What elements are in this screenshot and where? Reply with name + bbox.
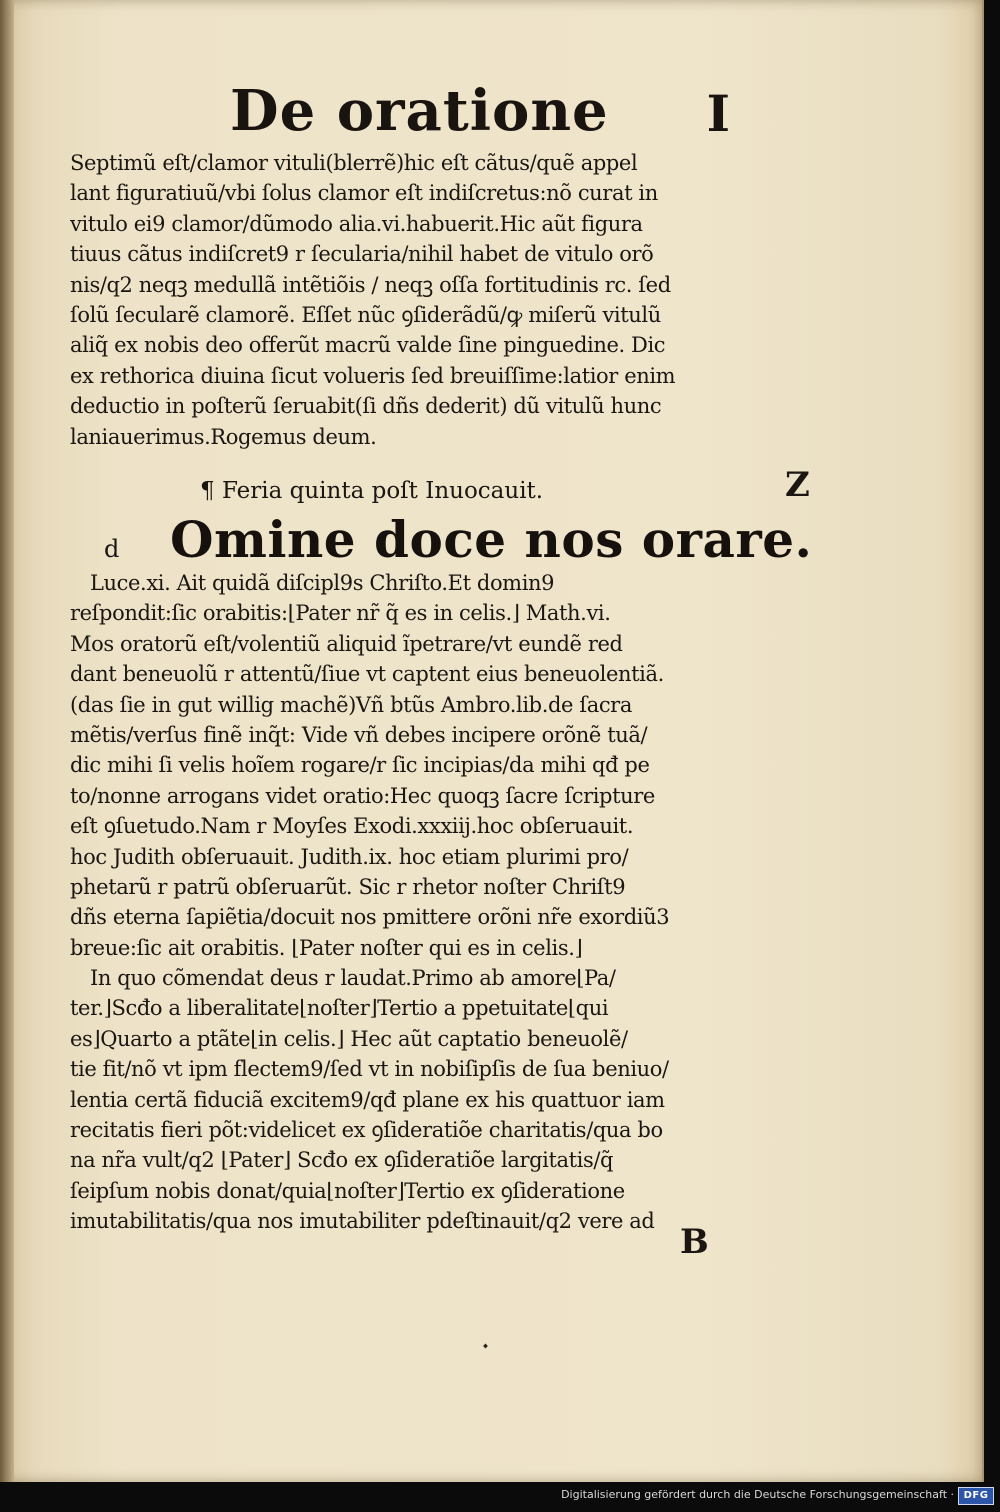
funding-credit: Digitalisierung gefördert durch die Deutsche Forschungsgemeinschaft · [561,1488,954,1501]
text-line: dic mihi ſi velis hoĩem rogare/r ſic incipias/da mihi qđ pe [70,753,650,778]
running-header [230,78,730,156]
text-block-2 [70,568,760,1237]
text-line: reſpondit:ſic orabitis:⌊Pater nr̃ q̃ es in celis.⌋ Math.vi. [70,601,611,626]
text-line: deductio in poſterũ ſeruabit(ſi dñs dederit) dũ vitulũ hunc [70,394,662,419]
footer-bar [0,1482,1000,1512]
text-block-1 [70,148,760,452]
text-line: ſeipſum nobis donat/quia⌊noſter⌋Tertio ex ꝯſideratione [70,1178,625,1203]
text-line: ter.⌋Scđo a liberalitate⌊noſter⌋Tertio a ppetuitate⌊qui [70,996,609,1021]
text-line: aliq̃ ex nobis deo offerũt macrũ valde ſine pinguedine. Dic [70,333,666,358]
text-line: tie fit/nõ vt ipm flectem9/ſed vt in nobiſipſis de ſua beniuo/ [70,1057,669,1082]
dfg-logo-icon: DFG [958,1487,994,1505]
text-line: to/nonne arrogans videt oratio:Hec quoqꝫ ſacre ſcripture [70,783,655,808]
text-line: ex rethorica diuina ſicut volueris ſed breuiſſime:latior enim [70,363,676,388]
folio-number: I [706,84,730,143]
margin-mark-left: d [104,535,120,563]
text-line: Septimũ eſt/clamor vituli(blerrẽ)hic eſt cãtus/quẽ appel [70,151,638,175]
text-line: Luce.xi. Ait quidã diſcipl9s Chriſto.Et domin9 [90,571,555,595]
rubric-heading: ¶ Feria quinta poſt Inuocauit. [200,478,544,504]
text-line: eſt ꝯſuetudo.Nam r Moyſes Exodi.xxxiij.hoc obſeruauit. [70,814,634,839]
text-line: imutabilitatis/qua nos imutabiliter pdeſtinauit/q2 vere ad [70,1209,655,1234]
text-line: tiuus cãtus indiſcret9 r ſecularia/nihil habet de vitulo orõ [70,242,654,267]
text-line: (das ſie in gut willig machẽ)Vñ btũs Ambro.lib.de ſacra [70,692,632,717]
header-title: De oratione [230,78,609,144]
section-heading: Omine doce nos orare. [170,510,813,569]
text-line: dñs eterna ſapiẽtia/docuit nos pmittere orõni nr̃e exordiũ3 [70,905,670,930]
text-line: laniauerimus.Rogemus deum. [70,424,377,449]
text-line: vitulo ei9 clamor/dũmodo alia.vi.habuerit.Hic aũt figura [70,211,643,236]
text-line: Mos oratorũ eſt/volentiũ aliquid ĩpetrare/vt eundẽ red [70,631,623,656]
text-line: dant beneuolũ r attentũ/ſiue vt captent eius beneuolentiã. [70,662,664,687]
text-line: lant figuratiuũ/vbi ſolus clamor eſt indiſcretus:nõ curat in [70,181,658,206]
page-mark-icon: 𝆺 [482,1330,489,1355]
margin-mark-right: Z [785,465,810,505]
text-line: es⌋Quarto a ptãte⌊in celis.⌋ Hec aũt captatio beneuolẽ/ [70,1026,628,1051]
text-line: recitatis fieri põt:videlicet ex ꝯſideratiõe charitatis/qua bo [70,1118,663,1143]
text-line: mẽtis/verſus finẽ inq̃t: Vide vñ debes incipere orõnẽ tuã/ [70,722,648,747]
text-line: phetarũ r patrũ obſeruarũt. Sic r rhetor noſter Chriſt9 [70,874,626,899]
text-line: In quo cõmendat deus r laudat.Primo ab amore⌊Pa/ [90,966,616,991]
text-line: na nr̃a vult/q2 ⌊Pater⌋ Scđo ex ꝯſideratiõe largitatis/q̃ [70,1148,614,1173]
text-line: breue:ſic ait orabitis. ⌊Pater noſter qui es in celis.⌋ [70,935,583,960]
text-line: ſolũ ſecularẽ clamorẽ. Eſſet nũc ꝯſiderãdũ/ꝙ miſerũ vitulũ [70,302,661,327]
text-line: lentia certã fiduciã excitem9/qđ plane ex his quattuor iam [70,1087,665,1112]
text-line: hoc Judith obſeruauit. Judith.ix. hoc etiam plurimi pro/ [70,844,629,869]
signature-mark: B [680,1222,709,1262]
text-line: nis/q2 neqꝫ medullã intẽtiõis / neqꝫ oſſa fortitudinis rc. ſed [70,272,671,297]
